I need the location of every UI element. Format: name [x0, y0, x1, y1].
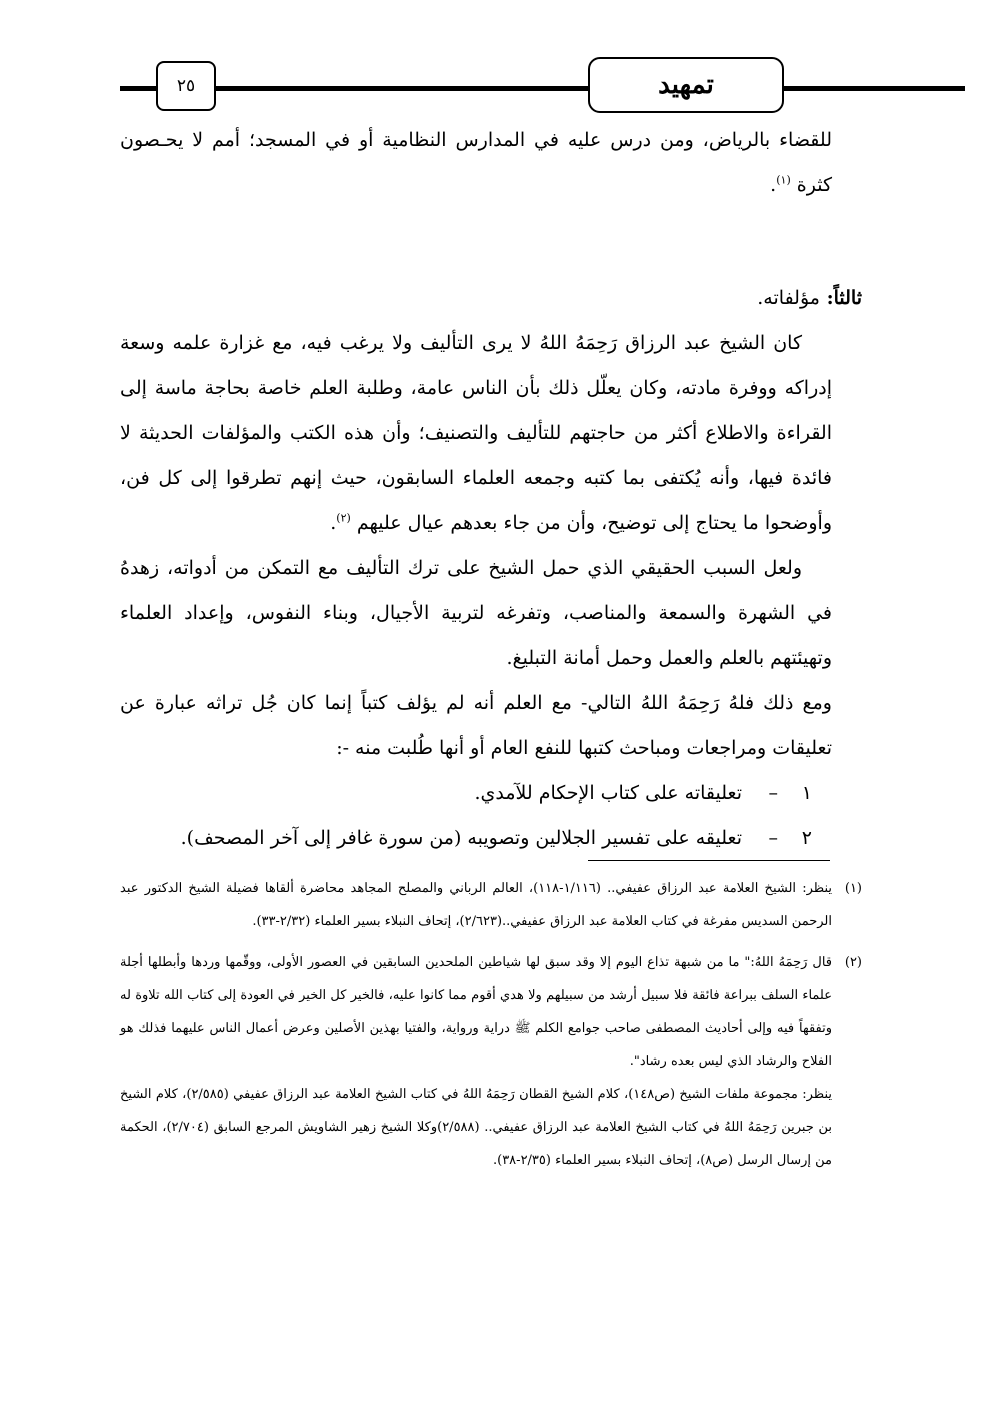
paragraph-period: .: [770, 174, 777, 196]
paragraph-text: كان الشيخ عبد الرزاق رَحِمَهُ اللهُ لا يرى التأليف ولا يرغب فيه، مع غزارة علمه وسعة إدراكه ووفرة مادته، وكان يعلّل ذلك بأن الناس عامة، وطلبة العلم خاصة بحاجة ماسة إلى القراءة والاطلاع أكثر من حاجتهم للتأليف والتصنيف؛ وأن هذه الكتب والمؤلفات الحديثة لا فائدة فيها، وأنه يُكتفى بما كتبه وجمعه العلماء السابقون، حيث إنهم تطرقوا إلى كل فن، وأوضحوا ما يحتاج إلى توضيح، وأن من جاء بعدهم عيال عليهم: [120, 332, 832, 534]
footnote-label: (٢): [844, 955, 862, 970]
section-heading-text: مؤلفاته.: [757, 287, 820, 309]
paragraph-authorship: [120, 321, 832, 546]
main-text: [120, 118, 862, 861]
footnotes: [120, 872, 862, 1177]
list-item: [120, 816, 832, 861]
chapter-title: تمهيد: [588, 57, 784, 113]
paragraph-period: .: [330, 512, 337, 534]
footnote-label: (١): [844, 881, 862, 896]
list-item-text: تعليقه على تفسير الجلالين وتصويبه (من سورة غافر إلى آخر المصحف).: [180, 827, 742, 849]
page-number: ٢٥: [156, 61, 216, 111]
footnote-separator: [588, 860, 830, 861]
footnote-text: ينظر: الشيخ العلامة عبد الرزاق عفيفي.. (١/١١٦-١١٨)، العالم الرباني والمصلح المجاهد محاضرة ألقاها فضيلة الشيخ الدكتور عبد الرحمن السديس مفرغة في كتاب العلامة عبد الرزاق عفيفي..(٢/٦٢٣)، إتحاف النبلاء بسير العلماء (٢/٣٢-٣٣).: [120, 881, 832, 929]
footnote-text: قال رَحِمَهُ اللهُ:" ما من شبهة تذاع اليوم إلا وقد سبق لها شياطين الملحدين السابقين في العصور الأولى، ووقّمها وردها وأبطلها أجلة علماء السلف ببراعة فائقة فلا سبيل أرشد من سبيلهم ولا هدي أقوم مما كانوا عليه، فالخير كل الخير في العودة إلى كتاب الله تلاوة له وتفقهاً فيه وإلى أحاديث المصطفى صاحب جوامع الكلم ﷺ دراية ورواية، والفتيا بهذين الأصلين وعرض أعمال الناس عليهما فذلك هو الفلاح والرشاد الذي ليس بعده رشاد".: [120, 955, 832, 1069]
paragraph-text: للقضاء بالرياض، ومن درس عليه في المدارس النظامية أو في المسجد؛ أمم لا يحـصون كثرة: [120, 129, 832, 196]
footnote-1: [120, 872, 862, 938]
list-item-text: تعليقاته على كتاب الإحكام للآمدي.: [474, 782, 742, 804]
list-item-dash: –: [768, 782, 778, 804]
paragraph-reason: ولعل السبب الحقيقي الذي حمل الشيخ على ترك التأليف مع التمكن من أدواته، زهدهُ في الشهرة والسمعة والمناصب، وتفرغه لتربية الأجيال، وبناء النفوس، وإعداد العلماء وتهيئتهم بالعلم والعمل وحمل أمانة التبليغ.: [120, 557, 832, 669]
footnote-sources: ينظر: مجموعة ملفات الشيخ (ص١٤٨)، كلام الشيخ القطان رَحِمَهُ اللهُ في كتاب الشيخ العلامة عبد الرزاق عفيفي (٢/٥٨٥)، كلام الشيخ بن جبرين رَحِمَهُ اللهُ في كتاب الشيخ العلامة عبد الرزاق عفيفي.. (٢/٥٨٨)وكلا الشيخ زهير الشاويش المرجع السابق (٢/٧٠٤)، الحكمة من إرسال الرسل (ص٨)، إتحاف النبلاء بسير العلماء (٢/٣٥-٣٨).: [120, 1087, 832, 1168]
section-heading-label: ثالثاً:: [826, 287, 862, 309]
list-item-dash: –: [768, 827, 778, 849]
list-item-number: ١: [801, 782, 812, 804]
list-item: [120, 771, 832, 816]
paragraph-works-intro: ومع ذلك فلهُ رَحِمَهُ اللهُ التالي- مع العلم أنه لم يؤلف كتباً إنما كان جُل تراثه عبارة عن تعليقات ومراجعات ومباحث كتبها للنفع العام أو أنها طُلبت منه -:: [120, 692, 832, 759]
footnote-ref-1: (١): [776, 173, 791, 187]
footnote-2: [120, 946, 862, 1078]
list-item-number: ٢: [801, 827, 812, 849]
paragraph-continuation: [120, 118, 832, 208]
header-rule: [120, 86, 965, 91]
section-heading: [120, 276, 862, 321]
footnote-ref-2: (٢): [336, 511, 351, 525]
